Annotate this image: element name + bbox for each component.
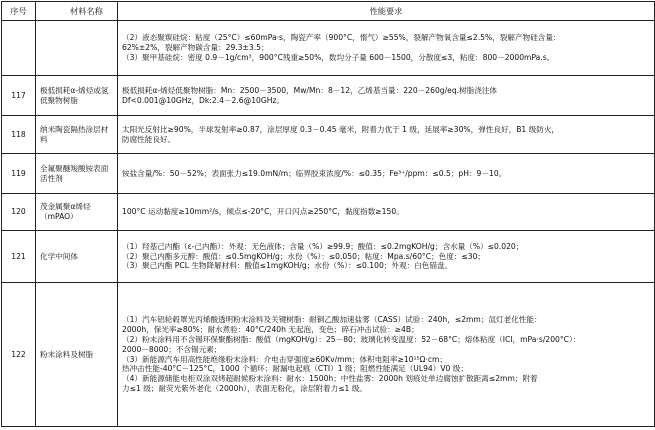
row-number: 119 bbox=[2, 154, 36, 194]
requirement-line: （3）聚甲基硅烷：密度 0.9－1g/cm³，900°C残重≥50%，数均分子量 600－1500，分散度≤3，粘度：800－2000mPa.s。 bbox=[122, 52, 555, 62]
requirement-line: 太阳光反射比≥90%，半球发射率≥0.87，涂层厚度 0.3－0.45 毫米，附着力优于 1 级，延展率≥30%，弹性良好，B1 级防火， bbox=[122, 124, 560, 134]
material-name: 粉末涂料及树脂 bbox=[36, 283, 118, 427]
row-number bbox=[2, 21, 36, 76]
material-name: 化学中间体 bbox=[36, 231, 118, 283]
material-name: 茂金属聚α烯烃（mPAO） bbox=[36, 194, 118, 231]
table-row bbox=[2, 194, 655, 231]
requirement-line: 2000－8000；不含锡元素； bbox=[122, 344, 222, 354]
requirement-line: 防腐性能良好。 bbox=[122, 134, 176, 144]
requirement-line: （1）羟基己内酯（ε-己内酯）：外观：无色液体；含量（%）≥99.9；酸值：≤0.2mgKOH/g；含水量（%）≤0.020； bbox=[122, 241, 524, 251]
requirement-line: 铵盐含量/%：50－52%；表面张力≤19.0mN/m；临界胶束浓度/%：≤0.35；Fe³⁺/ppm：≤0.5；pH：9－10。 bbox=[122, 168, 507, 178]
header-no: 序号 bbox=[2, 2, 36, 21]
table-row bbox=[2, 21, 655, 76]
requirements-cell bbox=[118, 231, 655, 283]
requirement-line: （2）聚己内酯多元醇：酸值：≤0.5mgKOH/g；水份（%）：≤0.050；粘度：Mpa.s/60°C；色度：≤30； bbox=[122, 251, 485, 261]
header-row bbox=[2, 2, 655, 21]
requirements-cell bbox=[118, 283, 655, 427]
row-number: 118 bbox=[2, 116, 36, 154]
header-performance-requirements: 性能要求 bbox=[118, 2, 655, 21]
requirement-line: （2）粉末涂料用不含锡环保聚酯树脂：酸值（mgKOH/g）：25－80；玻璃化转变温度：52－68°C；熔体粘度（ICI，mPa·s/200°C）： bbox=[122, 334, 581, 344]
requirements-cell bbox=[118, 154, 655, 194]
header-material-name: 材料名称 bbox=[36, 2, 118, 21]
requirement-line: （1）汽车铝轮毂罩光丙烯酸透明粉末涂料及关键树脂：耐铜乙酸加速盐雾（CASS）试验：240h，≤2mm；氙灯老化性能： bbox=[122, 315, 542, 325]
spec-table bbox=[1, 1, 655, 427]
table-row bbox=[2, 154, 655, 194]
requirements-cell bbox=[118, 194, 655, 231]
material-name: 极低损耗α-烯烃或氢低聚物树脂 bbox=[36, 76, 118, 116]
requirements-cell bbox=[118, 76, 655, 116]
requirement-line: Df<0.001@10GHz，Dk:2.4－2.6@10GHz。 bbox=[122, 95, 285, 105]
requirements-cell bbox=[118, 116, 655, 154]
requirement-line: （3）新能源汽车用高性能绝缘粉末涂料：介电击穿强度≥60Kv/mm；体积电阻率≥10¹⁵Ω·cm； bbox=[122, 354, 447, 364]
material-name: 全氟聚醚羧酸铵表面活性剂 bbox=[36, 154, 118, 194]
row-number: 121 bbox=[2, 231, 36, 283]
requirement-line: 2000h，保光率≥80%；耐水煮验：40°C/240h 无起泡，变色；碎石冲击试验：≥4B； bbox=[122, 324, 419, 334]
requirement-line: 热冲击性能-40°C－125°C，1000 个循环；耐漏电起痕（CTI）1 级；阻燃性能满足（UL94）V0 级； bbox=[122, 364, 468, 374]
requirement-line: 62%±2%，裂解产物碳含量：29.3±3.5； bbox=[122, 43, 269, 53]
table-row bbox=[2, 116, 655, 154]
row-number: 120 bbox=[2, 194, 36, 231]
table-row bbox=[2, 231, 655, 283]
requirement-line: （3）聚己内酯 PCL 生物降解材料：酸值≤1mgKOH/g；水份（%）：≤0.100；外观：白色锚盘。 bbox=[122, 261, 453, 271]
material-name: 纳米陶瓷隔热涂层材料 bbox=[36, 116, 118, 154]
row-number: 122 bbox=[2, 283, 36, 427]
table-row bbox=[2, 283, 655, 427]
material-name bbox=[36, 21, 118, 76]
requirements-cell bbox=[118, 21, 655, 76]
requirement-line: 力≤1 级；耐荧光紫外老化（2000h），表面无粉化，涂层附着力≤1 级。 bbox=[122, 384, 367, 394]
requirement-line: （4）新能源储能电柜双涂双烤超耐候粉末涂料：耐水：1500h；中性盐雾：2000h 划痕处单边腐蚀扩散距离≤2mm；附着 bbox=[122, 374, 538, 384]
requirement-line: （2）液态聚羰硅烷：粘度（25°C）≤60mPa·s，陶瓷产率（900°C，惰气）≥55%，裂解产物氧含量≤2.5%，裂解产物硅含量： bbox=[122, 33, 561, 43]
table-row bbox=[2, 76, 655, 116]
row-number: 117 bbox=[2, 76, 36, 116]
requirement-line: 100°C 运动黏度≥10mm²/s，倾点≤-20°C，开口闪点≥250°C，黏度指数≥150。 bbox=[122, 207, 404, 217]
requirement-line: 极低损耗α-烯烃低聚物树脂：Mn：2500－3500，Mw/Mn：8－12，乙烯基当量：220－260g/eq.树脂浇注体 bbox=[122, 85, 498, 95]
